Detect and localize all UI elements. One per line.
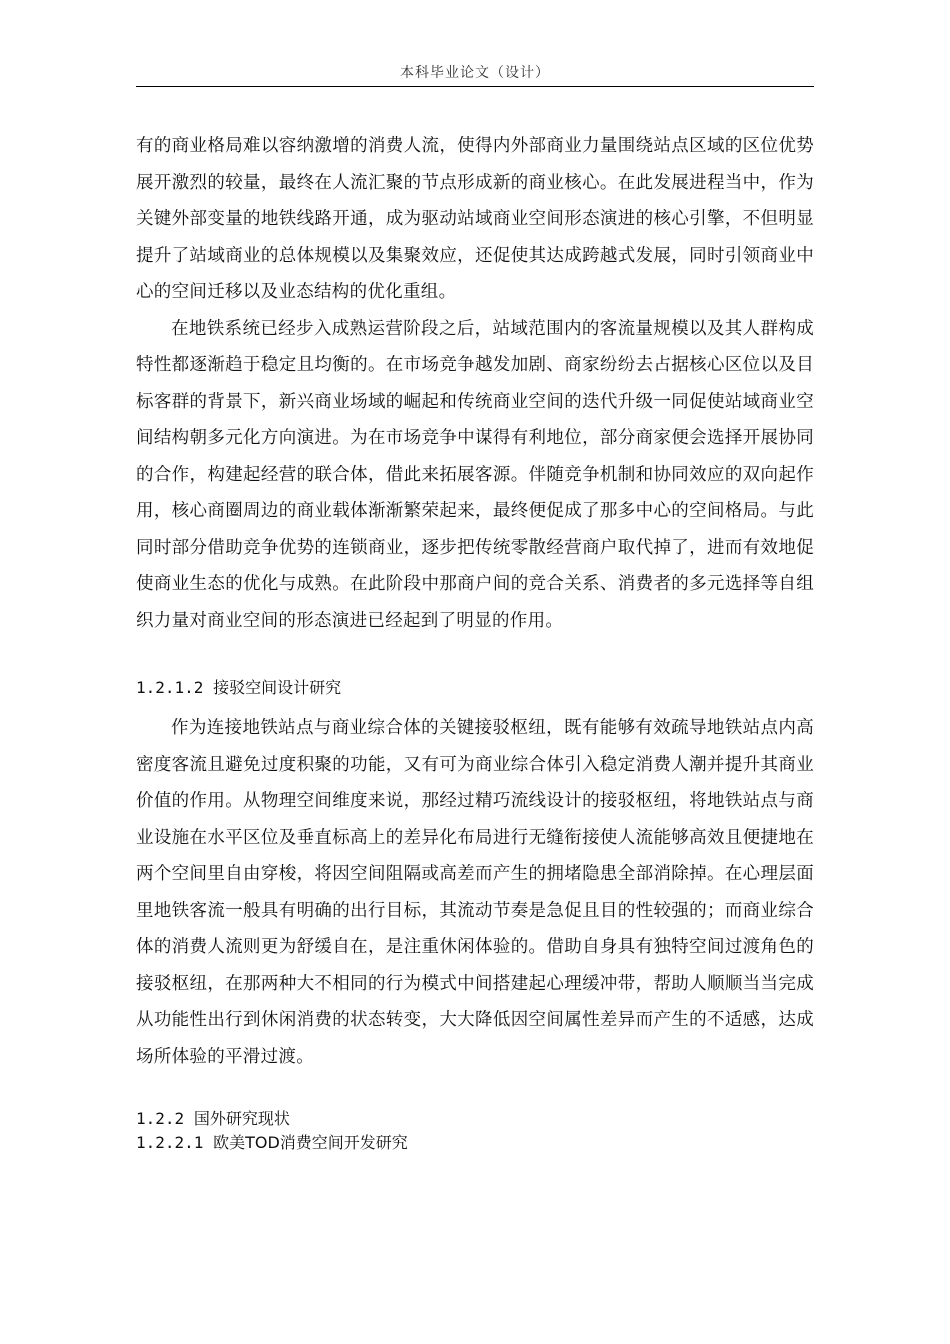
section-title: 接驳空间设计研究 [213, 678, 342, 697]
paragraph-2: 在地铁系统已经步入成熟运营阶段之后，站域范围内的客流量规模以及其人群构成特性都逐渐趋于稳定且均衡的。在市场竞争越发加剧、商家纷纷去占据核心区位以及目标客群的背景下，新兴商业场域的崛起和传统商业空间的迭代升级一同促使站域商业空间结构朝多元化方向演进。为在市场竞争中谋得有利地位，部分商家便会选择开展协同的合作，构建起经营的联合体，借此来拓展客源。伴随竞争机制和协同效应的双向起作用，核心商圈周边的商业载体渐渐繁荣起来，最终便促成了那多中心的空间格局。与此同时部分借助竞争优势的连锁商业，逐步把传统零散经营商户取代掉了，进而有效地促使商业生态的优化与成熟。在此阶段中那商户间的竞合关系、消费者的多元选择等自组织力量对商业空间的形态演进已经起到了明显的作用。 [136, 318, 814, 631]
page-header-title: 本科毕业论文（设计） [400, 65, 550, 81]
section-number: 1.2.2 [136, 1109, 185, 1128]
section-title: 国外研究现状 [193, 1109, 290, 1128]
section-title: 欧美TOD消费空间开发研究 [213, 1133, 408, 1152]
section-heading-1-2-1-2 [136, 676, 814, 700]
header-divider [136, 86, 814, 87]
section-number: 1.2.2.1 [136, 1133, 204, 1152]
paragraph-1: 有的商业格局难以容纳激增的消费人流，使得内外部商业力量围绕站点区域的区位优势展开激烈的较量，最终在人流汇聚的节点形成新的商业核心。在此发展进程当中，作为关键外部变量的地铁线路开通，成为驱动站域商业空间形态演进的核心引擎，不但明显提升了站域商业的总体规模以及集聚效应，还促使其达成跨越式发展，同时引领商业中心的空间迁移以及业态结构的优化重组。 [136, 136, 814, 302]
section-heading-1-2-2-1 [136, 1131, 814, 1155]
paragraph-3: 作为连接地铁站点与商业综合体的关键接驳枢纽，既有能够有效疏导地铁站点内高密度客流且避免过度积聚的功能，又有可为商业综合体引入稳定消费人潮并提升其商业价值的作用。从物理空间维度来说，那经过精巧流线设计的接驳枢纽，将地铁站点与商业设施在水平区位及垂直标高上的差异化布局进行无缝衔接使人流能够高效且便捷地在两个空间里自由穿梭，将因空间阻隔或高差而产生的拥堵隐患全部消除掉。在心理层面里地铁客流一般具有明确的出行目标，其流动节奏是急促且目的性较强的；而商业综合体的消费人流则更为舒缓自在，是注重休闲体验的。借助自身具有独特空间过渡角色的接驳枢纽，在那两种大不相同的行为模式中间搭建起心理缓冲带，帮助人顺顺当当完成从功能性出行到休闲消费的状态转变，大大降低因空间属性差异而产生的不适感，达成场所体验的平滑过渡。 [136, 718, 814, 1067]
document-body [136, 128, 814, 1155]
section-heading-1-2-2 [136, 1107, 814, 1131]
section-number: 1.2.1.2 [136, 678, 204, 697]
